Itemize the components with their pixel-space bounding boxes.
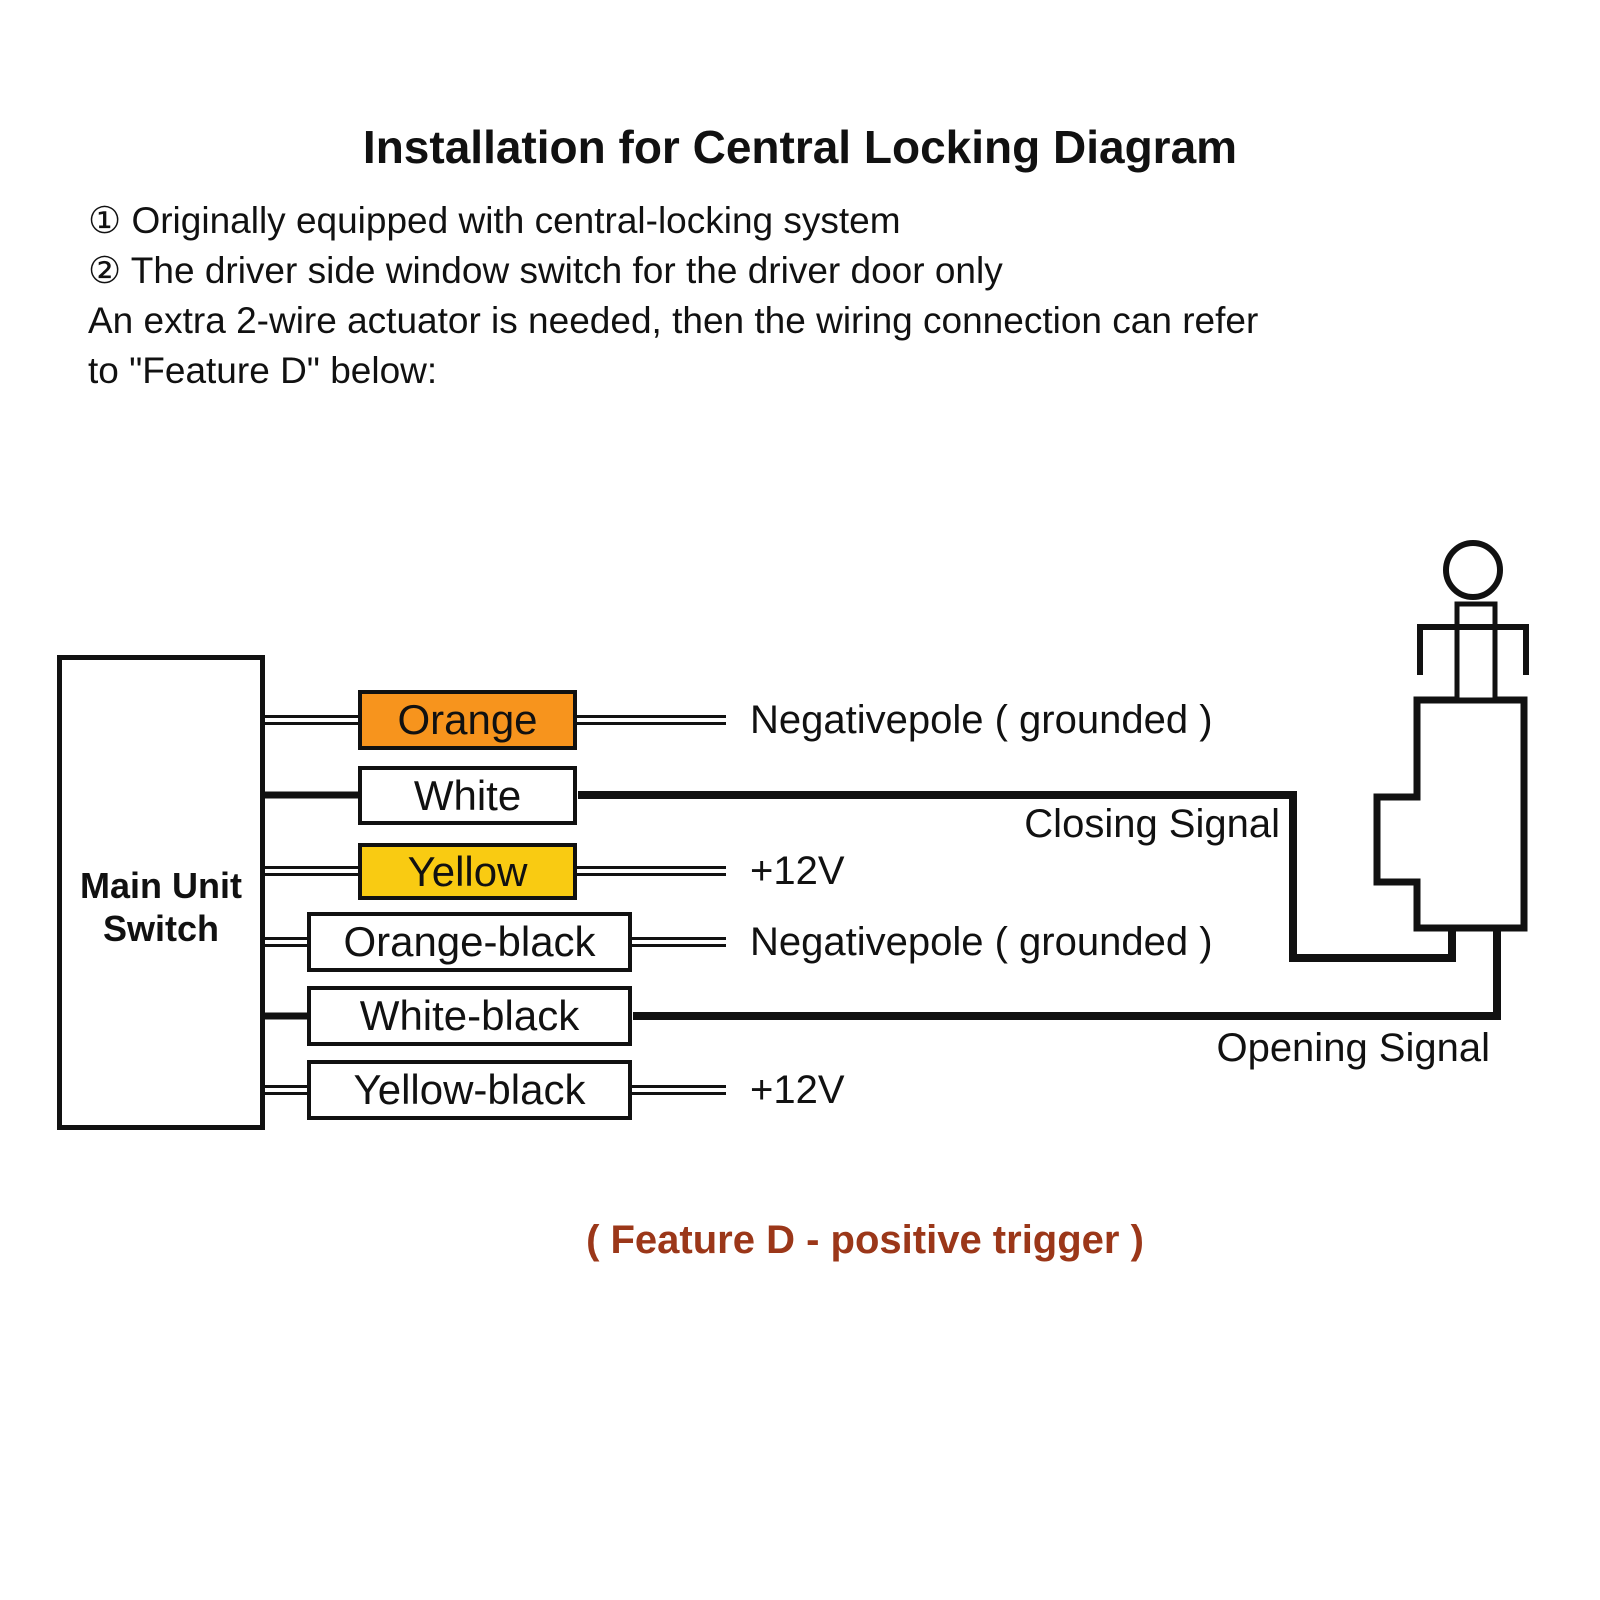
terminal-yellow-black: +12V	[750, 1068, 845, 1112]
wire-label-yellow-black: Yellow-black	[353, 1066, 586, 1113]
main-unit-switch-box	[57, 655, 265, 1130]
note-line-2: ② The driver side window switch for the driver door only	[88, 250, 1003, 291]
wire-label-box-orange	[358, 690, 577, 750]
actuator-plunger-stem	[1457, 604, 1495, 700]
terminal-yellow: +12V	[750, 849, 845, 893]
wire-label-box-white	[358, 766, 577, 825]
feature-caption: ( Feature D - positive trigger )	[586, 1218, 1144, 1262]
door-lock-actuator-icon	[1377, 543, 1526, 928]
main-unit-switch-label: Main Unit Switch	[80, 864, 242, 949]
note-line-3: An extra 2-wire actuator is needed, then the wiring connection can refer	[88, 300, 1259, 341]
notes	[88, 196, 1258, 396]
wire-label-white-black: White-black	[359, 992, 580, 1039]
note-line-4: to "Feature D" below:	[88, 350, 438, 391]
wire-stub-left-orange	[265, 717, 362, 724]
wire-label-yellow: Yellow	[407, 847, 528, 895]
actuator-body	[1377, 700, 1524, 928]
wire-stub-right-orange-black	[632, 939, 726, 946]
note-line-1: ① Originally equipped with central-locking system	[88, 200, 901, 241]
wire-stub-right-yellow-black	[632, 1087, 726, 1094]
wire-stub-right-orange	[577, 717, 726, 724]
page-title: Installation for Central Locking Diagram	[362, 121, 1238, 173]
wire-stub-left-yellow-black	[265, 1087, 311, 1094]
wire-label-box-orange-black	[307, 912, 632, 972]
closing-signal-label: Closing Signal	[1024, 802, 1280, 846]
wire-label-white: White	[413, 771, 522, 819]
wire-stub-left-yellow	[265, 868, 362, 875]
wire-label-orange: Orange	[397, 696, 538, 743]
wire-label-box-white-black	[307, 986, 632, 1046]
terminal-orange-black: Negativepole ( grounded )	[750, 920, 1213, 964]
actuator-knob	[1446, 543, 1500, 597]
wire-stub-right-yellow	[577, 868, 726, 875]
wire-label-box-yellow-black	[307, 1060, 632, 1120]
terminal-orange: Negativepole ( grounded )	[750, 698, 1213, 742]
wire-label-box-yellow	[358, 843, 577, 900]
wire-stub-left-orange-black	[265, 939, 311, 946]
wire-label-orange-black: Orange-black	[343, 918, 596, 965]
opening-signal-label: Opening Signal	[1216, 1026, 1490, 1070]
